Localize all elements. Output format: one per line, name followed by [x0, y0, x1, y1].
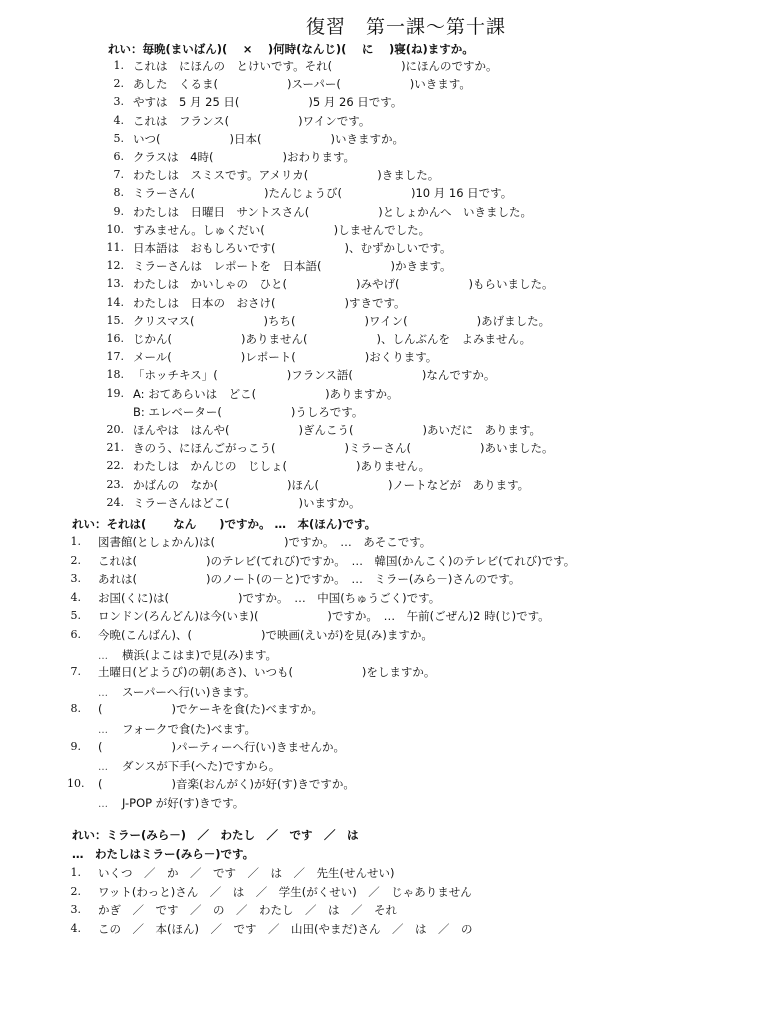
section-example: れい：ミラー(みら－) ／ わたし ／ です ／ は — [72, 828, 359, 842]
item-text: 今晩(こんばん)、( )で映画(えいが)を見(み)ますか。 — [98, 628, 433, 642]
item-text: ほんやは はんや( )ぎんこう( )あいだに あります。 — [133, 423, 542, 437]
item-text: ミラーさんはどこ( )いますか。 — [133, 495, 361, 510]
item-text: いつ( )日本( )いきますか。 — [133, 131, 404, 146]
item-number: 6. — [113, 150, 124, 163]
item-number: 1. — [70, 535, 81, 548]
item-text: これは フランス( )ワインです。 — [133, 113, 371, 128]
item-number: 4. — [70, 921, 81, 935]
item-text: A: おてあらいは どこ( )ありますか。 — [133, 386, 399, 401]
item-text: わたしは スミスです。アメリカ( )きました。 — [133, 168, 440, 183]
item-text: ミラーさんは レポートを 日本語( )かきます。 — [133, 259, 452, 274]
answer-text: フォークで食(た)べます。 — [122, 722, 256, 736]
item-text: わたしは かんじの じしょ( )ありません。 — [133, 459, 431, 474]
item-number: 23. — [106, 477, 124, 491]
item-number: 20. — [106, 423, 124, 436]
item-number: 21. — [106, 441, 124, 455]
item-answer — [98, 721, 256, 737]
item-text: お国(くに)は( )ですか。 … 中国(ちゅうごく)です。 — [98, 590, 441, 605]
item-text: これは( )のテレビ(てれび)ですか。 … 韓国(かんこく)のテレビ(てれび)です。 — [98, 553, 576, 568]
item-text: かぎ ／ です ／ の ／ わたし ／ は ／ それ — [98, 903, 397, 917]
section-example: れい：それは( なん )ですか。 … 本(ほん)です。 — [72, 517, 377, 531]
section-example: れい：毎晩(まいばん)( × )何時(なんじ)( に )寝(ね)ますか。 — [108, 42, 474, 56]
item-number: 7. — [113, 168, 124, 182]
item-number: 19. — [106, 386, 124, 400]
item-number: 11. — [106, 241, 124, 254]
item-number: 16. — [106, 332, 124, 345]
item-number: 12. — [106, 259, 124, 273]
item-number: 22. — [106, 459, 124, 473]
item-number: 3. — [70, 572, 81, 586]
item-number: 1. — [70, 866, 81, 879]
item-number: 1. — [113, 59, 124, 72]
ellipsis: … — [98, 687, 108, 699]
item-answer — [98, 758, 280, 774]
item-text: いくつ ／ か ／ です ／ は ／ 先生(せんせい) — [98, 866, 395, 880]
item-text: クラスは 4時( )おわります。 — [133, 150, 356, 164]
item-text: わたしは かいしゃの ひと( )みやげ( )もらいました。 — [133, 277, 554, 292]
item-text: ( )音楽(おんがく)が好(す)きですか。 — [98, 776, 355, 791]
item-text: ロンドン(ろんどん)は今(いま)( )ですか。 … 午前(ごぜん)2 時(じ)です。 — [98, 609, 550, 624]
item-text: わたしは 日本の おさけ( )すきです。 — [133, 295, 406, 310]
item-number: 14. — [106, 295, 124, 309]
answer-text: 横浜(よこはま)で見(み)ます。 — [122, 647, 278, 662]
item-number: 3. — [70, 903, 81, 916]
item-number: 7. — [70, 665, 81, 679]
item-answer — [98, 647, 277, 663]
item-text: わたしは 日曜日 サントスさん( )としょかんへ いきました。 — [133, 204, 533, 219]
item-text: かばんの なか( )ほん( )ノートなどが あります。 — [133, 477, 530, 492]
item-answer — [98, 795, 244, 811]
item-text: ( )でケーキを食(た)べますか。 — [98, 702, 323, 717]
item-number: 5. — [113, 131, 124, 145]
item-number: 8. — [113, 186, 124, 200]
item-text: あした くるま( )スーパー( )いきます。 — [133, 77, 471, 92]
item-number: 18. — [106, 368, 124, 382]
item-answer — [98, 684, 255, 700]
ellipsis: … — [98, 650, 108, 662]
item-number: 2. — [70, 884, 81, 898]
item-number: 4. — [113, 113, 124, 127]
item-text: ( )パーティーへ行(い)きませんか。 — [98, 739, 346, 754]
item-text: あれは( )のノート(の－と)ですか。 … ミラー(みら－)さんのです。 — [98, 572, 521, 587]
item-text: 「ホッチキス」( )フランス語( )なんですか。 — [133, 368, 496, 383]
answer-text: J-POP が好(す)きです。 — [122, 796, 245, 811]
item-number: 3. — [113, 95, 124, 109]
ellipsis: … — [98, 762, 108, 774]
item-number: 6. — [70, 628, 81, 641]
item-text: じかん( )ありません( )、しんぶんを よみません。 — [133, 332, 532, 346]
item-number: 24. — [106, 495, 124, 509]
item-number: 4. — [70, 590, 81, 604]
item-text: 土曜日(どようび)の朝(あさ)、いつも( )をしますか。 — [98, 665, 436, 680]
item-number: 2. — [113, 77, 124, 91]
item-number: 5. — [70, 609, 81, 623]
ellipsis: … — [98, 725, 108, 736]
item-text: この ／ 本(ほん) ／ です ／ 山田(やまだ)さん ／ は ／ の — [98, 921, 473, 936]
section-example-answer: … わたしはミラー(みら－)です。 — [72, 847, 255, 861]
item-text: これは にほんの とけいです。それ( )にほんのですか。 — [133, 59, 498, 73]
item-text: クリスマス( )ちち( )ワイン( )あげました。 — [133, 313, 551, 328]
item-text: きのう、にほんごがっこう( )ミラーさん( )あいました。 — [133, 441, 554, 456]
ellipsis: … — [98, 799, 108, 811]
item-text: 図書館(としょかん)は( )ですか。 … あそこです。 — [98, 535, 432, 549]
page-title: 復習 第一課～第十課 — [305, 16, 506, 38]
item-text: 日本語は おもしろいです( )、むずかしいです。 — [133, 241, 452, 255]
item-number: 9. — [70, 739, 81, 753]
item-text: すみません。しゅくだい( )しませんでした。 — [133, 222, 431, 237]
answer-text: スーパーへ行(い)きます。 — [122, 684, 256, 699]
item-text: メール( )レポート( )おくります。 — [133, 350, 438, 365]
item-text: ワット(わっと)さん ／ は ／ 学生(がくせい) ／ じゃありません — [98, 884, 472, 899]
item-number: 13. — [106, 277, 124, 291]
item-number: 9. — [113, 204, 124, 218]
item-number: 10. — [106, 222, 124, 236]
item-text: ミラーさん( )たんじょうび( )10 月 16 日です。 — [133, 186, 513, 201]
item-text: B: エレベーター( )うしろです。 — [133, 404, 364, 419]
answer-text: ダンスが下手(へた)ですから。 — [122, 759, 281, 774]
item-number: 17. — [106, 350, 124, 364]
item-number: 2. — [70, 553, 81, 567]
item-number: 10. — [67, 776, 85, 790]
item-number: 15. — [106, 313, 124, 327]
item-text: やすは 5 月 25 日( )5 月 26 日です。 — [133, 95, 403, 110]
item-number: 8. — [70, 702, 81, 716]
